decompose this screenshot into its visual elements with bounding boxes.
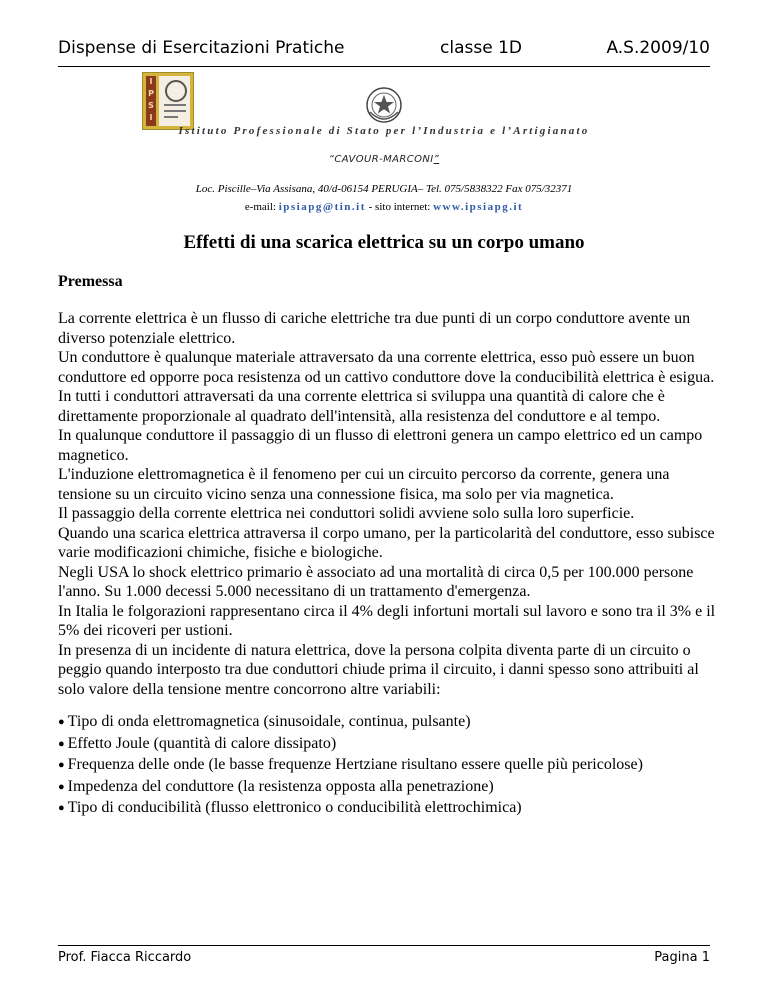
paragraph: La corrente elettrica è un flusso di cariche elettriche tra due punti di un corpo conduttore avente un diverso potenziale elettrico. [58, 310, 691, 347]
paragraph: Un conduttore è qualunque materiale attraversato da una corrente elettrica, esso può essere un buon conduttore ed opporre poca resistenza od un cattivo conduttore dove la conducibilità elettrica è esigua. [58, 349, 715, 386]
school-address: Loc. Piscille–Via Assisana, 40/d-06154 PERUGIA– Tel. 075/5838322 Fax 075/32371 [195, 183, 573, 195]
bullet-icon: ● [58, 759, 65, 771]
italian-republic-emblem-icon [365, 86, 403, 124]
document-title: Effetti di una scarica elettrica su un corpo umano [183, 232, 585, 253]
website-link[interactable]: www.ipsiapg.it [433, 201, 524, 213]
logo-panel [159, 76, 190, 126]
list-item: ● Frequenza delle onde (le basse frequenze Hertziane risultano essere quelle più pericolose) [58, 756, 643, 773]
bullet-icon: ● [58, 780, 65, 793]
list-item: ● Effetto Joule (quantità di calore dissipato) [58, 734, 337, 752]
paragraph: L'induzione elettromagnetica è il fenomeno per cui un circuito percorso da corrente, genera una tensione su un circuito vicino senza una connessione fisica, ma solo per via magnetica. [58, 466, 670, 503]
logo-letters: I P S I [146, 76, 156, 126]
header-class: classe 1D [440, 38, 522, 58]
bullet-icon: ● [58, 802, 65, 814]
paragraph: Il passaggio della corrente elettrica nei conduttori solidi avviene solo sulla loro superficie.Quando una scarica elettrica attraversa il corpo umano, per la particolarità del conduttore, esso subisce varie modificazioni chimiche, fisiche e biologiche. [58, 505, 715, 561]
list-item: ● Tipo di onda elettromagnetica (sinusoidale, continua, pulsante) [58, 713, 471, 730]
page-header [58, 38, 710, 64]
logo-ring-icon [165, 80, 187, 102]
ipsia-logo [142, 72, 194, 130]
paragraph: In presenza di un incidente di natura elettrica, dove la persona colpita diventa parte di un circuito o peggio quando interposto tra due conduttori chiude prima il circuito, i danni spesso sono attribuiti al solo valore della tensione mentre concorrono altre variabili: [58, 641, 699, 698]
header-divider [58, 66, 710, 67]
institute-name: Istituto Professionale di Stato per l’Industria e l’Artigianato [178, 125, 590, 137]
bullet-icon: ● [58, 737, 65, 750]
section-heading: Premessa [58, 273, 123, 290]
header-school-year: A.S.2009/10 [606, 38, 710, 58]
header-course: Dispense di Esercitazioni Pratiche [58, 38, 345, 58]
email-link[interactable]: ipsiapg@tin.it [278, 201, 366, 213]
list-item: ● Tipo di conducibilità (flusso elettronico o conducibilità elettrochimica) [58, 799, 522, 816]
paragraph: In qualunque conduttore il passaggio di un flusso di elettroni genera un campo elettrico ed un campo magnetico. [58, 427, 703, 464]
bullet-icon: ● [58, 716, 65, 728]
footer-author: Prof. Fiacca Riccardo [58, 950, 192, 965]
paragraph: In Italia le folgorazioni rappresentano circa il 4% degli infortuni mortali sul lavoro e sono tra il 3% e il 5% dei ricoveri per ustioni. [58, 602, 716, 639]
footer-divider [58, 945, 710, 946]
paragraph: Negli USA lo shock elettrico primario è associato ad una mortalità di circa 0,5 per 100.000 persone l'anno. Su 1.000 decessi 5.000 necessitano di un trattamento d'emergenza. [58, 563, 694, 600]
document-body [58, 309, 718, 820]
paragraph: In tutti i conduttori attraversati da una corrente elettrica si sviluppa una quantità di calore che è direttamente proporzionale al quadrato dell'intensità, alla resistenza del conduttore e al tempo. [58, 388, 665, 425]
variables-list [58, 712, 718, 820]
school-contacts: e-mail: ipsiapg@tin.it - sito internet: www.ipsiapg.it [244, 201, 524, 213]
footer-page-number: Pagina 1 [654, 950, 710, 965]
list-item: ● Impedenza del conduttore (la resistenza opposta alla penetrazione) [58, 777, 494, 795]
school-name: “CAVOUR-MARCONI” [328, 154, 440, 165]
